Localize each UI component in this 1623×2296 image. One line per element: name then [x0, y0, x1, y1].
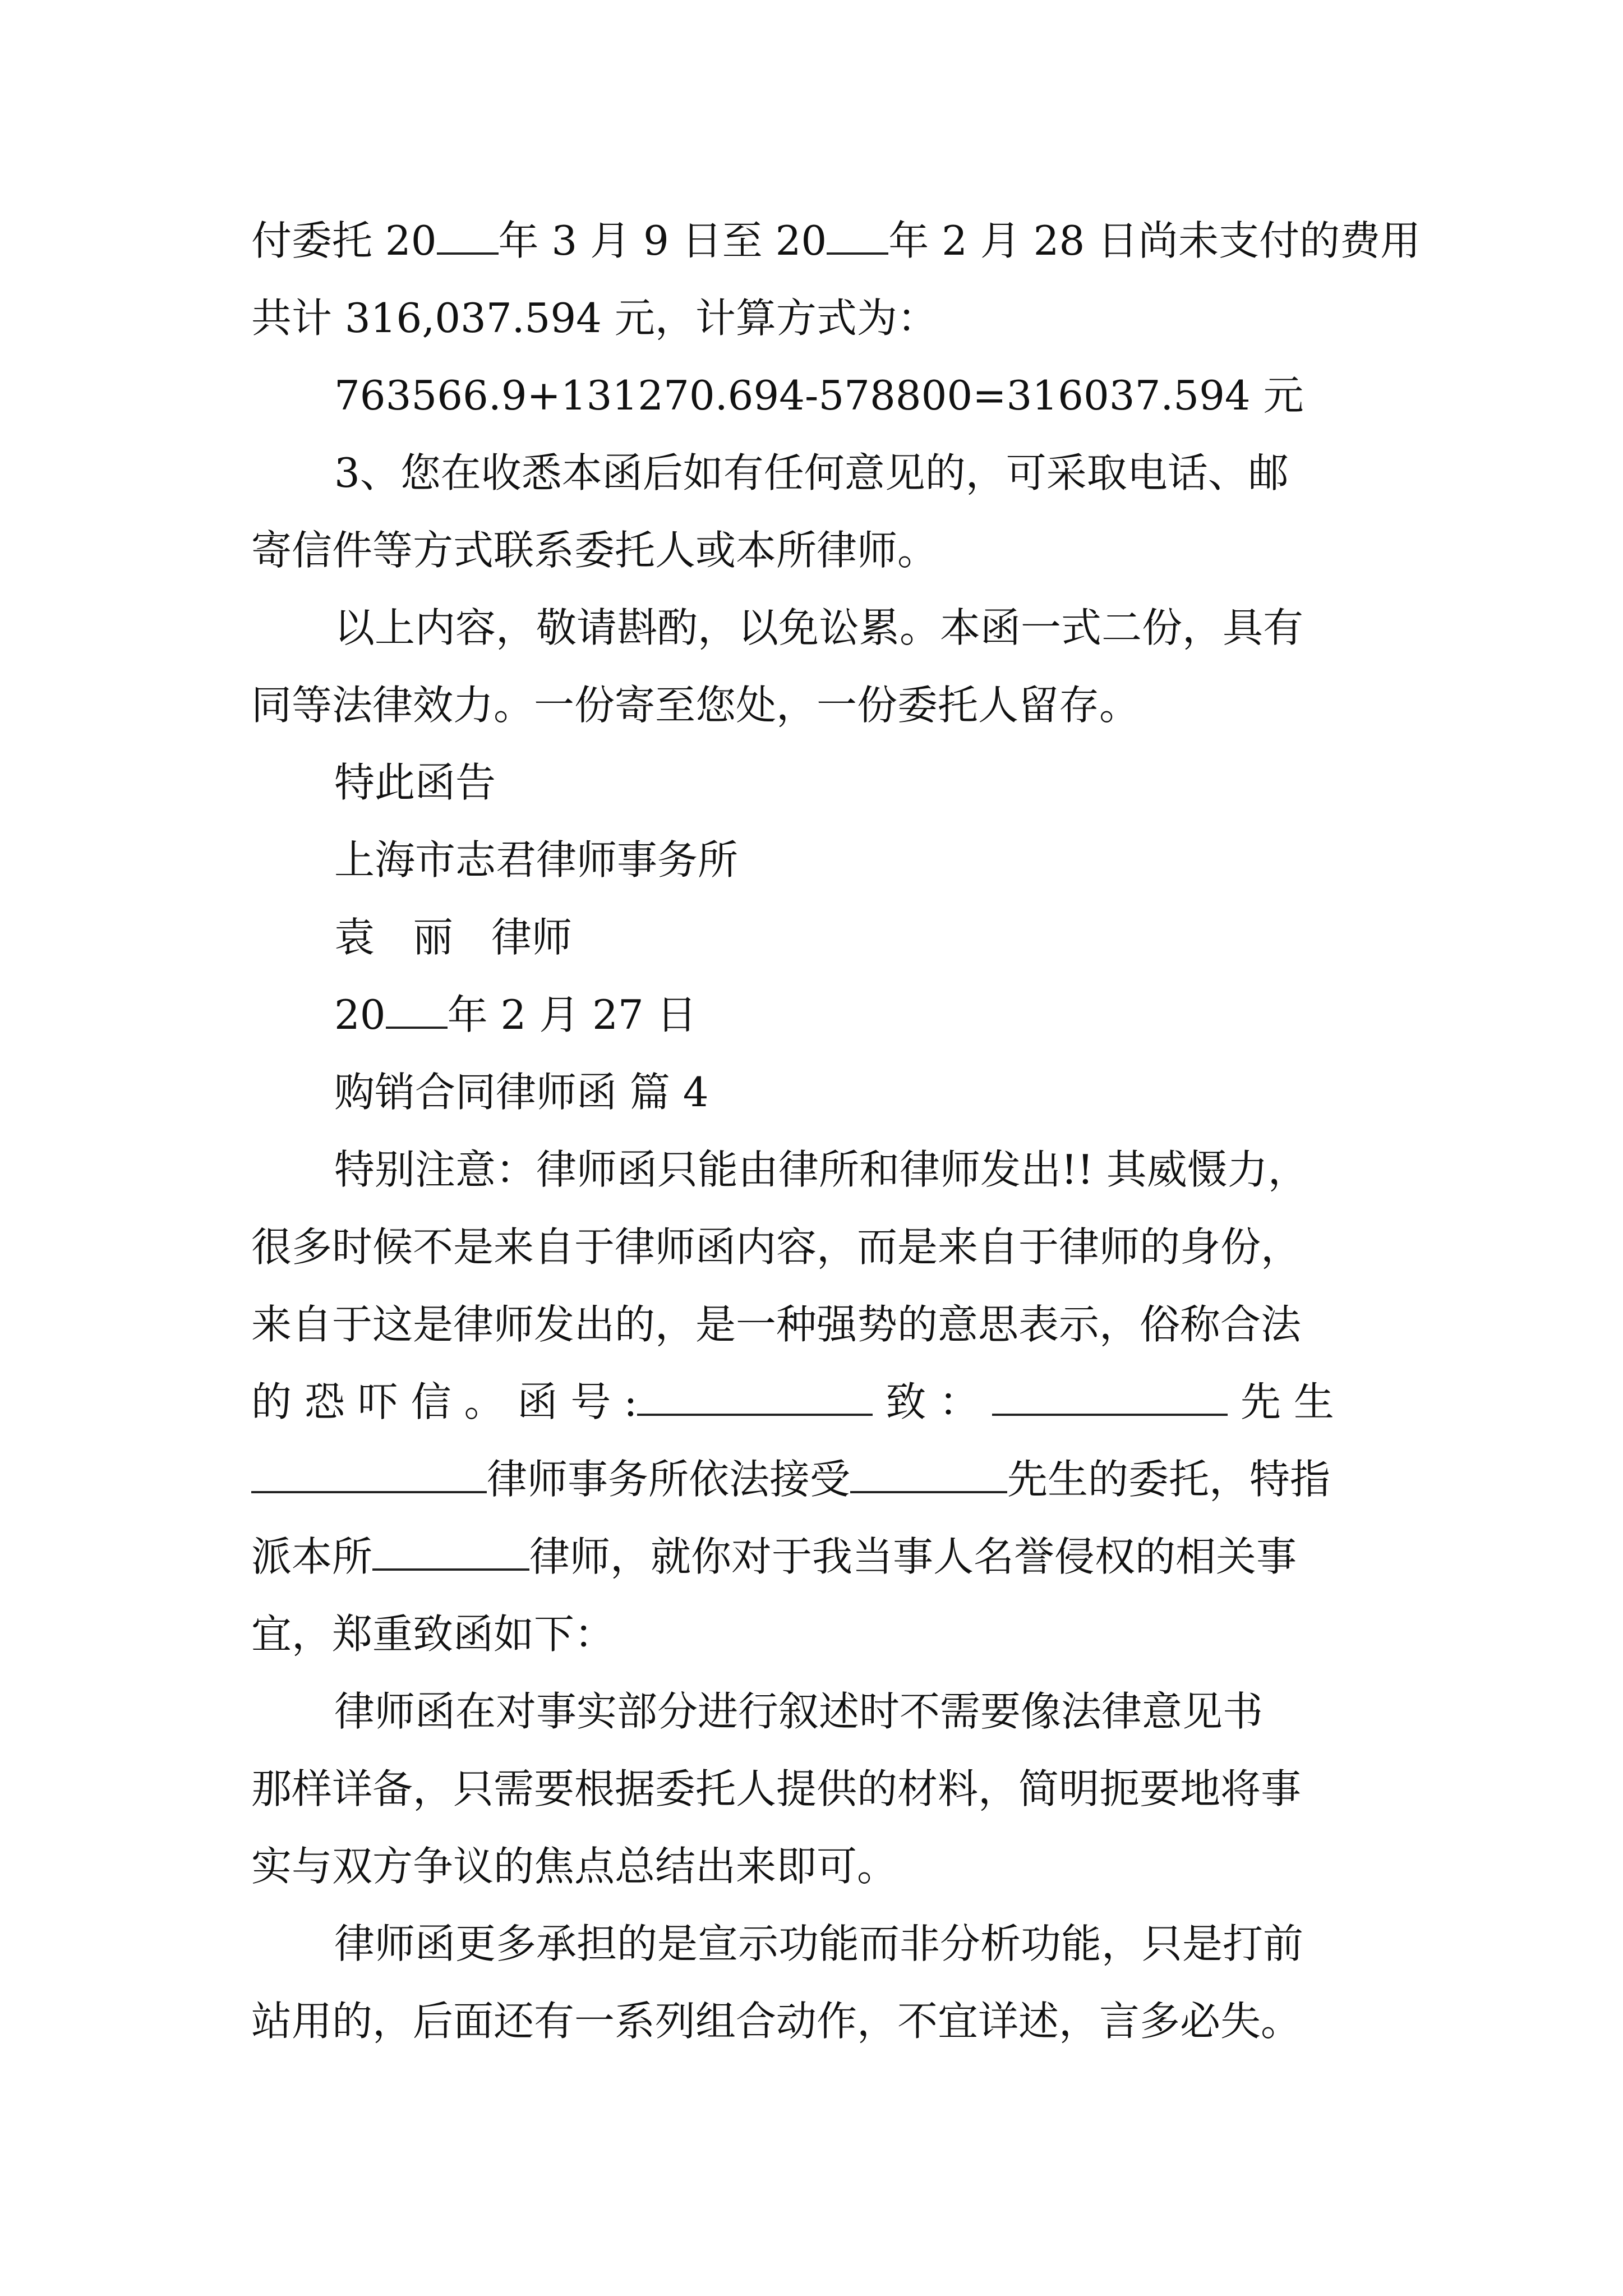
text-line: 宜，郑重致函如下：	[251, 1611, 615, 1658]
blank-underline	[637, 1380, 873, 1416]
text-line: 站用的，后面还有一系列组合动作，不宜详述，言多必失。	[251, 1998, 1302, 2045]
blank-underline	[850, 1457, 1007, 1493]
text-segment: 年 2 月 28 日尚未支付的费用	[888, 217, 1421, 264]
text-line: 很多时候不是来自于律师函内容，而是来自于律师的身份，	[251, 1223, 1302, 1271]
lawyer-signature	[251, 899, 1373, 976]
text-segment: 派本所	[251, 1533, 373, 1580]
text-line: 来自于这是律师发出的，是一种强势的意思表示，俗称合法	[251, 1301, 1302, 1348]
text-segment: 致 ：	[873, 1378, 993, 1425]
text-line	[251, 1363, 1373, 1441]
text-line	[251, 1441, 1373, 1518]
text-segment: 年 3 月 9 日至 20	[498, 217, 827, 264]
blank-underline	[372, 1535, 529, 1571]
text-line	[251, 202, 1421, 279]
blank-underline	[386, 993, 448, 1029]
paragraph-line: 3、您在收悉本函后如有任何意见的，可采取电话、邮	[334, 449, 1289, 496]
paragraph-line: 律师函更多承担的是宣示功能而非分析功能，只是打前	[334, 1920, 1304, 1967]
blank-underline	[437, 219, 499, 255]
paragraph-line: 律师函在对事实部分进行叙述时不需要像法律意见书	[334, 1688, 1264, 1735]
blank-underline	[251, 1457, 487, 1493]
closing-text: 特此函告	[334, 759, 496, 806]
text-segment: 的 恐 吓 信 。 函 号 :	[251, 1378, 638, 1425]
text-segment: 年 2 月 27 日	[447, 991, 697, 1038]
section-heading: 购销合同律师函 篇 4	[334, 1069, 709, 1116]
text-line: 寄信件等方式联系委托人或本所律师。	[251, 527, 938, 574]
lawyer-surname: 袁	[334, 914, 375, 961]
text-segment: 先生的委托，特指	[1007, 1456, 1331, 1503]
text-segment: 律师，就你对于我当事人名誉侵权的相关事	[529, 1533, 1297, 1580]
text-line	[251, 1518, 1373, 1595]
law-firm-name: 上海市志君律师事务所	[334, 836, 739, 884]
blank-underline	[992, 1380, 1228, 1416]
text-segment: 付委托 20	[251, 217, 437, 264]
text-segment: 20	[334, 991, 386, 1038]
text-line: 实与双方争议的焦点总结出来即可。	[251, 1843, 898, 1890]
text-line: 共计 316,037.594 元，计算方式为：	[251, 295, 938, 342]
paragraph-line: 以上内容，敬请斟酌，以免讼累。本函一式二份，具有	[334, 604, 1304, 651]
lawyer-title: 律师	[491, 914, 573, 961]
text-segment: 先 生	[1228, 1378, 1334, 1425]
document-body	[251, 202, 1421, 2060]
text-segment: 律师事务所依法接受	[487, 1456, 851, 1503]
text-line: 同等法律效力。一份寄至您处，一份委托人留存。	[251, 682, 1140, 729]
lawyer-given-name: 丽	[413, 914, 454, 961]
formula-line: 763566.9+131270.694-578800=316037.594 元	[334, 372, 1304, 419]
paragraph-line: 特别注意：律师函只能由律所和律师发出!! 其威慑力，	[334, 1146, 1308, 1193]
letter-date	[251, 976, 1373, 1053]
text-line: 那样详备，只需要根据委托人提供的材料，简明扼要地将事	[251, 1765, 1302, 1812]
blank-underline	[827, 219, 888, 255]
